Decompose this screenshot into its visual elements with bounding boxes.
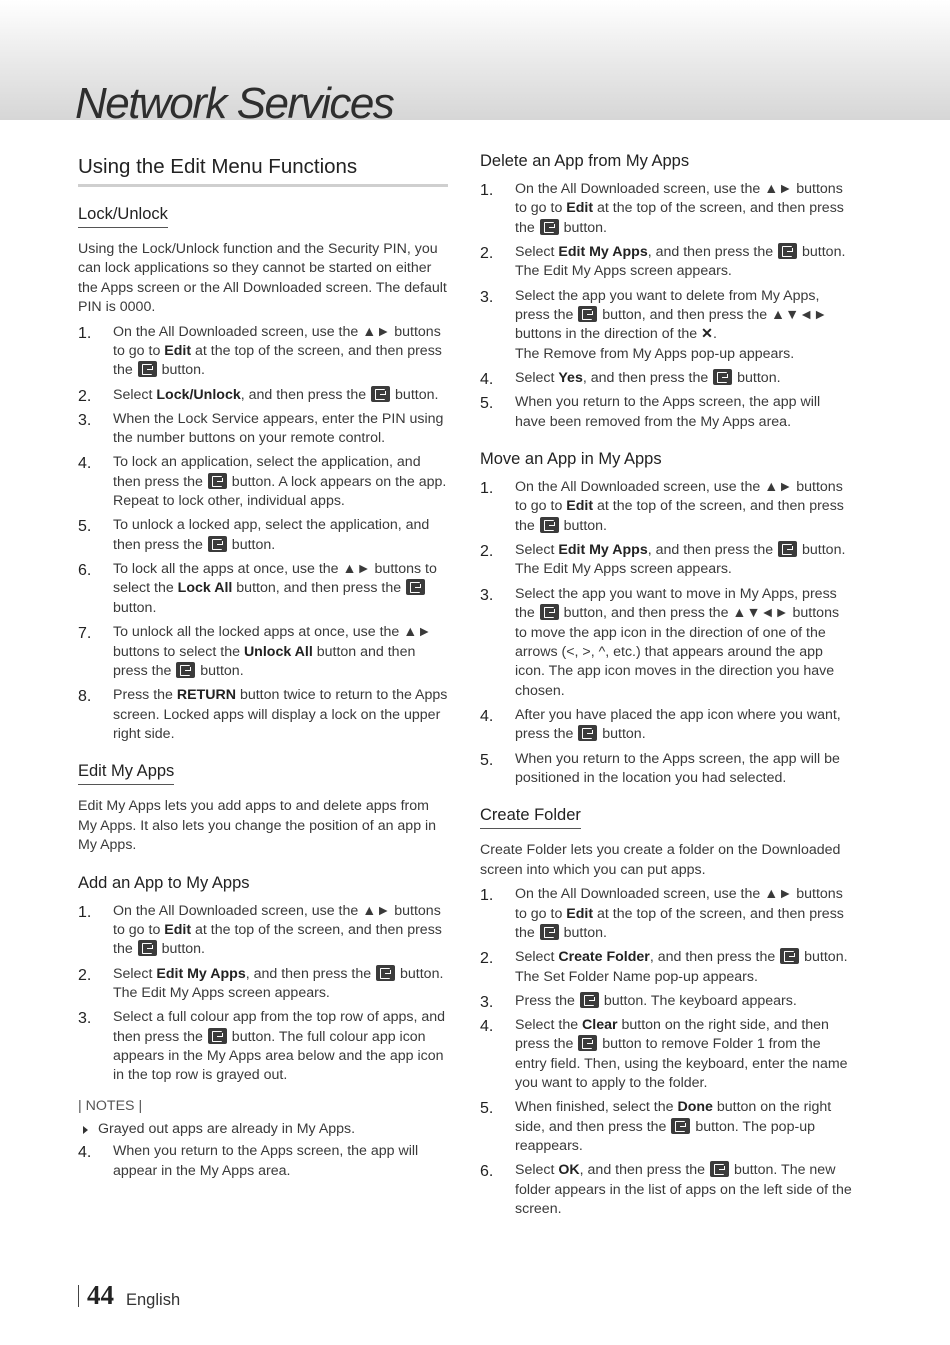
bold-term: Clear (582, 1016, 618, 1033)
list-item (480, 287, 852, 365)
step-text: button. (559, 924, 608, 941)
enter-button-icon (540, 924, 559, 940)
section-title: Create Folder (480, 804, 581, 829)
list-item (78, 902, 448, 960)
step-text: Press the (515, 992, 579, 1009)
step-text: button. (559, 219, 608, 236)
triangle-bullet-icon (83, 1126, 88, 1134)
list-item (480, 1098, 852, 1156)
footer-divider (78, 1285, 79, 1307)
step-number: 2. (78, 966, 92, 984)
step-number: 2. (480, 950, 494, 968)
step-text: , and then press the (245, 965, 376, 982)
step-text: , and then press the (647, 244, 778, 261)
enter-button-icon (138, 361, 157, 377)
page-number: 44 (87, 1280, 114, 1310)
step-text: , and then press the (582, 370, 713, 387)
edit-my-apps-section (78, 760, 448, 855)
step-text: button. The Edit My Apps screen appears. (113, 965, 444, 1001)
step-text: On the All Downloaded screen, use the ▲► buttons to go to (113, 902, 441, 938)
enter-button-icon (710, 1161, 729, 1177)
list-item (78, 516, 448, 555)
list-item (480, 992, 852, 1011)
note-item (78, 1120, 448, 1139)
page-language: English (126, 1291, 181, 1309)
step-text: button. The new folder appears in the list of apps on the left side of the screen. (515, 1162, 852, 1218)
step-text: at the top of the screen, and then press the (515, 498, 844, 534)
step-list (480, 885, 852, 1219)
step-list (480, 478, 852, 788)
step-text: Select (515, 542, 559, 559)
step-number: 2. (480, 245, 494, 263)
step-text: When you return to the Apps screen, the app will have been removed from the My Apps area. (515, 394, 821, 430)
step-text: When you return to the Apps screen, the app will be positioned in the location you had selected. (515, 750, 840, 786)
enter-button-icon (540, 219, 559, 235)
step-text: button to remove Folder 1 from the entry field. Then, using the keyboard, enter the name you want to apply to the folder. (515, 1036, 848, 1092)
step-number: 3. (480, 288, 494, 306)
list-item (480, 243, 852, 282)
list-item (78, 386, 448, 405)
step-number: 6. (480, 1163, 494, 1181)
section-intro: Create Folder lets you create a folder on the Downloaded screen into which you can put apps. (480, 842, 841, 878)
enter-button-icon (578, 1035, 597, 1051)
enter-button-icon (540, 517, 559, 533)
bold-term: Edit (164, 343, 192, 360)
enter-button-icon (778, 541, 797, 557)
list-item (78, 453, 448, 511)
step-number: 6. (78, 562, 92, 580)
step-text: at the top of the screen, and then press the (113, 343, 442, 379)
bold-term: Edit (566, 498, 594, 515)
step-number: 3. (480, 993, 494, 1011)
step-text: On the All Downloaded screen, use the ▲► buttons to go to (113, 323, 441, 360)
step-text: button. (733, 370, 781, 387)
enter-button-icon (578, 725, 597, 741)
step-number: 1. (480, 480, 494, 498)
enter-button-icon (138, 940, 157, 956)
step-text: button and then press the (113, 643, 416, 679)
step-text: button. The Set Folder Name pop-up appears. (515, 949, 848, 985)
step-text: Press the (113, 687, 177, 704)
bold-term: OK (558, 1162, 580, 1179)
left-column (78, 150, 448, 1197)
step-number: 3. (78, 1010, 92, 1028)
list-item (480, 585, 852, 701)
step-text: at the top of the screen, and then press the (515, 905, 844, 941)
enter-button-icon (208, 473, 227, 489)
step-text: Select (113, 965, 157, 982)
list-item (480, 750, 852, 789)
section-title: Add an App to My Apps (78, 873, 250, 892)
enter-button-icon (208, 536, 227, 552)
enter-button-icon (713, 369, 732, 385)
section-title: Lock/Unlock (78, 203, 168, 228)
step-text: To unlock a locked app, select the application, and then press the (113, 517, 430, 553)
enter-button-icon (540, 604, 559, 620)
bold-term: Create Folder (558, 949, 650, 966)
step-number: 5. (480, 1100, 494, 1118)
step-text: , and then press the (579, 1162, 710, 1179)
notes-label: | NOTES | (78, 1097, 143, 1114)
enter-button-icon (176, 662, 195, 678)
step-number: 1. (480, 887, 494, 905)
step-number: 8. (78, 688, 92, 706)
step-text: , and then press the (649, 949, 780, 966)
bold-term: Edit My Apps (558, 542, 648, 559)
step-text: button twice to return to the Apps screen. Locked apps will display a lock on the upper right side. (113, 687, 448, 742)
step-text: button. The keyboard appears. (599, 992, 797, 1009)
step-text: button. (157, 941, 206, 958)
step-number: 5. (480, 395, 494, 413)
section-intro: Using the Lock/Unlock function and the Security PIN, you can lock applications so they cannot be started on either the Apps screen or the All Downloaded screen. The default PIN is 0000. (78, 241, 447, 316)
list-item (480, 1016, 852, 1094)
step-number: 3. (78, 411, 92, 429)
step-text: button. The Edit My Apps screen appears. (515, 244, 846, 280)
step-number: 4. (480, 707, 494, 725)
enter-button-icon (671, 1118, 690, 1134)
section-intro: Edit My Apps lets you add apps to and delete apps from My Apps. It also lets you change the position of an app in My Apps. (78, 798, 437, 854)
right-column (480, 150, 852, 1236)
lock-unlock-section (78, 203, 448, 744)
step-text: , and then press the (647, 542, 778, 559)
enter-button-icon (371, 386, 390, 402)
step-text: at the top of the screen, and then press the (113, 921, 442, 958)
step-list (78, 1142, 448, 1181)
enter-button-icon (578, 306, 597, 322)
step-text: . (713, 326, 717, 343)
step-number: 1. (480, 182, 494, 199)
close-x-icon: ✕ (701, 326, 714, 343)
step-text: When you return to the Apps screen, the app will appear in the My Apps area. (113, 1143, 419, 1179)
step-number: 7. (78, 625, 92, 643)
list-item (480, 541, 852, 580)
step-text: button. The Edit My Apps screen appears. (515, 542, 846, 578)
step-number: 2. (480, 543, 494, 561)
step-text: When the Lock Service appears, enter the PIN using the number buttons on your remote control. (113, 410, 444, 447)
list-item (480, 1161, 852, 1219)
list-item (78, 410, 448, 449)
step-text: To unlock all the locked apps at once, use the ▲► buttons to select the (113, 624, 432, 660)
bold-term: Edit (164, 921, 192, 938)
list-item (480, 948, 852, 987)
step-text: Select a full colour app from the top row of apps, and then press the (113, 1009, 446, 1045)
step-text: Select (515, 949, 559, 966)
step-text: button. A lock appears on the app. Repeat to lock other, individual apps. (113, 473, 447, 510)
step-text: button, and then press the (232, 580, 406, 597)
step-text: button. (196, 662, 244, 679)
step-number: 4. (78, 455, 92, 473)
bold-term: Lock/Unlock (156, 386, 241, 403)
list-item (480, 393, 852, 432)
step-number: 1. (78, 324, 92, 342)
step-text: button. (157, 362, 206, 379)
step-text: Select (515, 244, 559, 261)
step-text: Select the app you want to delete from My Apps, press the (515, 287, 820, 324)
step-text: Select the app you want to move in My Apps, press the (515, 585, 837, 622)
bold-term: Unlock All (243, 643, 313, 660)
step-list (78, 323, 448, 745)
step-number: 1. (78, 903, 92, 921)
step-text: Select (515, 1162, 559, 1179)
list-item (78, 323, 448, 381)
bold-term: Edit (566, 200, 594, 217)
bold-term: Edit (566, 905, 594, 922)
step-number: 5. (480, 751, 494, 769)
step-number: 4. (480, 371, 494, 389)
bold-term: RETURN (176, 687, 236, 704)
step-text: button. (559, 517, 608, 534)
step-number: 4. (78, 1144, 92, 1162)
enter-button-icon (376, 965, 395, 981)
enter-button-icon (406, 579, 425, 595)
move-app-section (480, 448, 852, 788)
bold-term: Done (677, 1099, 713, 1116)
step-text: button, and then press the ▲▼◄► buttons in the direction of the (515, 307, 828, 343)
list-item (78, 1008, 448, 1086)
delete-app-section (480, 150, 852, 432)
step-text: button. The pop-up reappears. (515, 1118, 815, 1155)
list-item (480, 180, 852, 238)
list-item (480, 478, 852, 536)
step-text: button on the right side, and then press the (515, 1016, 829, 1053)
step-text: To lock an application, select the application, and then press the (113, 454, 421, 490)
list-item (78, 686, 448, 744)
step-number: 3. (480, 586, 494, 604)
enter-button-icon (778, 243, 797, 259)
step-list (480, 180, 852, 432)
bold-term: Yes (558, 370, 583, 387)
main-title: Using the Edit Menu Functions (78, 150, 448, 187)
enter-button-icon (580, 992, 599, 1008)
list-item (78, 560, 448, 618)
step-text: To lock all the apps at once, use the ▲► buttons to select the (113, 561, 437, 597)
step-text: Select (515, 370, 559, 387)
list-item (480, 706, 852, 745)
step-text: at the top of the screen, and then press the (515, 200, 844, 236)
step-text: button. (598, 726, 646, 743)
bold-term: Lock All (177, 580, 233, 597)
step-text: button. The full colour app icon appears in the My Apps area below and the app icon in the top row is grayed out. (113, 1028, 444, 1084)
section-title: Delete an App from My Apps (480, 152, 690, 170)
list-item (480, 369, 852, 388)
step-text: When finished, select the (515, 1099, 678, 1116)
step-text: button. (391, 386, 439, 403)
list-item (78, 965, 448, 1004)
step-number: 2. (78, 387, 92, 405)
step-text: button, and then press the ▲▼◄► buttons to move the app icon in the direction of one of the arrows (<, >, ^, etc.) that appears around the app icon. The app icon moves in the direction you have chosen. (515, 605, 840, 699)
enter-button-icon (208, 1028, 227, 1044)
enter-button-icon (780, 948, 799, 964)
step-text: The Remove from My Apps pop-up appears. (515, 345, 795, 362)
list-item (480, 885, 852, 943)
step-text: , and then press the (240, 386, 371, 403)
section-title: Move an App in My Apps (480, 450, 662, 469)
list-item (78, 623, 448, 681)
step-text: On the All Downloaded screen, use the ▲► buttons to go to (515, 479, 843, 515)
note-text: Grayed out apps are already in My Apps. (98, 1120, 356, 1137)
bold-term: Edit My Apps (558, 244, 648, 261)
step-text: Select (113, 386, 157, 403)
step-text: button. (227, 536, 276, 553)
create-folder-section (480, 804, 852, 1219)
step-text: Select the (515, 1016, 583, 1033)
step-text: On the All Downloaded screen, use the ▲► buttons to go to (515, 181, 843, 217)
step-list (78, 902, 448, 1086)
section-title: Edit My Apps (78, 760, 174, 785)
bold-term: Edit My Apps (156, 965, 246, 982)
list-item (78, 1142, 448, 1181)
step-number: 4. (480, 1017, 494, 1035)
step-number: 5. (78, 518, 92, 536)
step-text: button on the right side, and then press the (515, 1099, 832, 1135)
chapter-title: Network Services (75, 79, 394, 128)
step-text: button. (113, 599, 157, 616)
step-text: On the All Downloaded screen, use the ▲► buttons to go to (515, 886, 843, 922)
add-app-section (78, 872, 448, 1181)
step-text: After you have placed the app icon where you want, press the (515, 706, 841, 743)
